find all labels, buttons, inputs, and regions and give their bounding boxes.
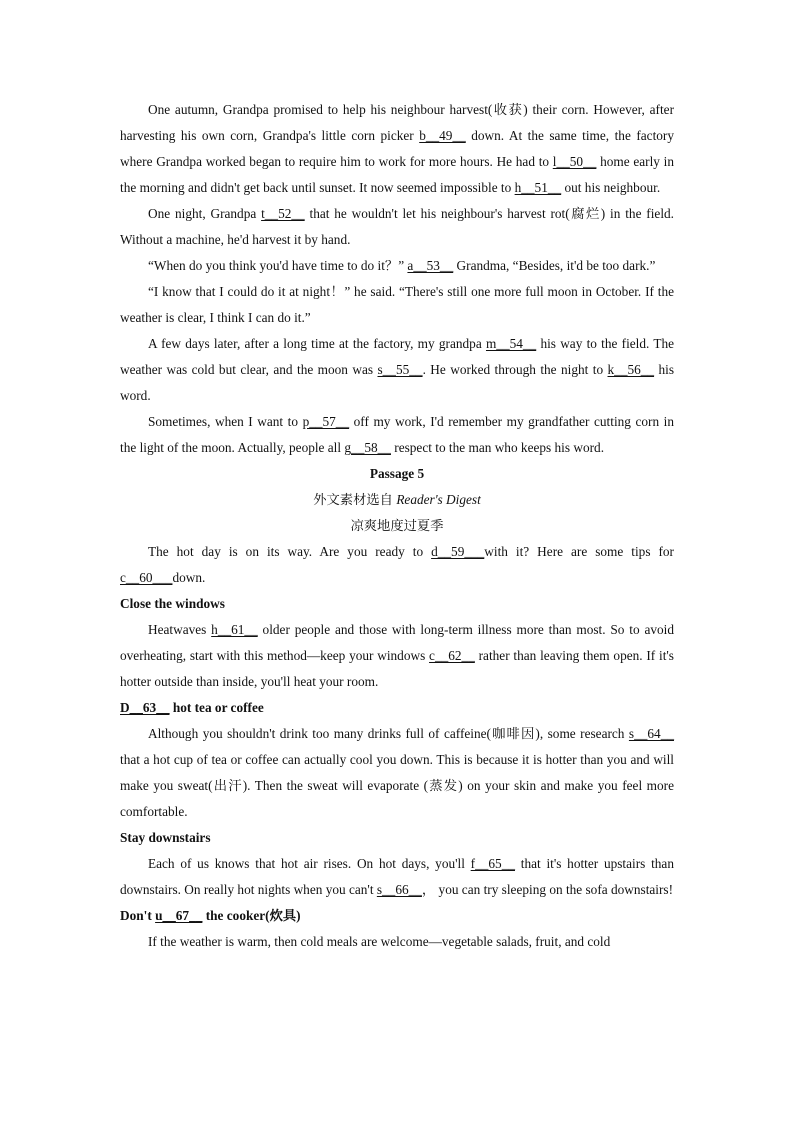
paragraph-cold-meals <box>120 929 674 955</box>
text-run: that a hot cup of tea or coffee can actually cool you down. This is because it is hotter than you and will make you sweat(出汗). Then the sweat will evaporate (蒸发) on your skin and make you feel more comfortable. <box>120 752 674 819</box>
text-run: ， you can try sleeping on the sofa downstairs! <box>421 882 674 897</box>
paragraph-few-days-later <box>120 331 674 409</box>
source-prefix: 外文素材选自 <box>313 492 397 507</box>
text-run: Grandma, “Besides, it'd be too dark.” <box>453 258 656 273</box>
text-run: Sometimes, when I want to <box>148 414 303 429</box>
blank-62: c__62__ <box>429 648 475 663</box>
blank-57: p__57__ <box>302 414 350 429</box>
text-run: his way to the field. The weather was cold but clear, and the moon was <box>120 336 675 377</box>
text-run: One autumn, Grandpa promised to help his neighbour harvest(收获) their corn. However, after harvesting his own corn, Grandpa's little corn picker <box>120 102 674 143</box>
blank-67: u__67__ <box>155 908 203 923</box>
paragraph-sometimes <box>120 409 674 461</box>
text-run: out his neighbour. <box>561 180 661 195</box>
blank-53: a__53__ <box>407 258 454 273</box>
blank-64: s__64__ <box>628 726 674 741</box>
text-run: Each of us knows that hot air rises. On hot days, you'll <box>148 856 471 871</box>
text-run: A few days later, after a long time at the factory, my grandpa <box>148 336 486 351</box>
blank-56: k__56__ <box>607 362 655 377</box>
text-run: Heatwaves <box>148 622 212 637</box>
text-run: down. <box>172 570 206 585</box>
paragraph-hot-air <box>120 851 674 903</box>
text-run: with it? Here are some tips for <box>484 544 674 559</box>
blank-54: m__54__ <box>485 336 537 351</box>
paragraph-autumn <box>120 97 674 201</box>
passage-source <box>120 487 674 513</box>
text-run: “I know that I could do it at night！” he said. “There's still one more full moon in October. If the weather is clear, I think I can do it.” <box>120 284 674 325</box>
section-heading-close-windows: Close the windows <box>120 596 225 611</box>
paragraph-grandma-question <box>120 253 674 279</box>
blank-55: s__55__ <box>377 362 423 377</box>
paragraph-heatwaves <box>120 617 674 695</box>
paragraph-intro <box>120 539 674 591</box>
blank-50: l__50__ <box>552 154 597 169</box>
text-run: The hot day is on its way. Are you ready to <box>148 544 432 559</box>
blank-66: s__66__ <box>376 882 422 897</box>
text-run: rather than leaving them open. If it's hotter outside than inside, you'll heat your room. <box>120 648 674 689</box>
text-run: respect to the man who keeps his word. <box>390 440 605 455</box>
blank-49: b__49__ <box>419 128 466 143</box>
passage-title: Passage 5 <box>369 466 425 481</box>
text-run: that it's hotter upstairs than downstairs. On really hot nights when you can't <box>120 856 674 897</box>
text-run: older people and those with long-term illness more than most. So to avoid overheating, start with this method—keep your windows <box>120 622 674 663</box>
text-run: home early in the morning and didn't get back until sunset. It now seemed impossible to <box>120 154 674 195</box>
heading-text: the cooker(炊具) <box>202 908 301 923</box>
section-heading-stay-downstairs: Stay downstairs <box>120 830 211 845</box>
paragraph-caffeine <box>120 721 674 825</box>
text-run: that he wouldn't let his neighbour's harvest rot(腐烂) in the field. Without a machine, he'd harvest it by hand. <box>120 206 674 247</box>
blank-58: g__58__ <box>344 440 391 455</box>
text-run: One night, Grandpa <box>148 206 262 221</box>
text-run: his word. <box>120 362 675 403</box>
blank-60: c__60___ <box>120 570 173 585</box>
text-run: off my work, I'd remember my grandfather cutting corn in the light of the moon. Actually, people all <box>120 414 674 455</box>
heading-text: hot tea or coffee <box>169 700 264 715</box>
section-heading-tea-coffee <box>120 695 674 721</box>
blank-63: D__63__ <box>120 700 170 715</box>
text-run: If the weather is warm, then cold meals are welcome—vegetable salads, fruit, and cold <box>148 934 611 949</box>
blank-59: d__59___ <box>431 544 485 559</box>
text-run: “When do you think you'd have time to do it？” <box>148 258 408 273</box>
text-run: Although you shouldn't drink too many drinks full of caffeine(咖啡因), some research <box>148 726 629 741</box>
source-name: Reader's Digest <box>396 492 481 507</box>
blank-65: f__65__ <box>470 856 515 871</box>
passage-subtitle: 凉爽地度过夏季 <box>350 518 444 533</box>
blank-52: t__52__ <box>261 206 305 221</box>
text-run: . He worked through the night to <box>422 362 608 377</box>
text-run: down. At the same time, the factory where Grandpa worked began to require him to work for more hours. He had to <box>120 128 674 169</box>
paragraph-grandpa-answer <box>120 279 674 331</box>
paragraph-one-night <box>120 201 674 253</box>
blank-51: h__51__ <box>514 180 562 195</box>
heading-text: Don't <box>120 908 156 923</box>
section-heading-cooker <box>120 903 674 929</box>
blank-61: h__61__ <box>211 622 258 637</box>
